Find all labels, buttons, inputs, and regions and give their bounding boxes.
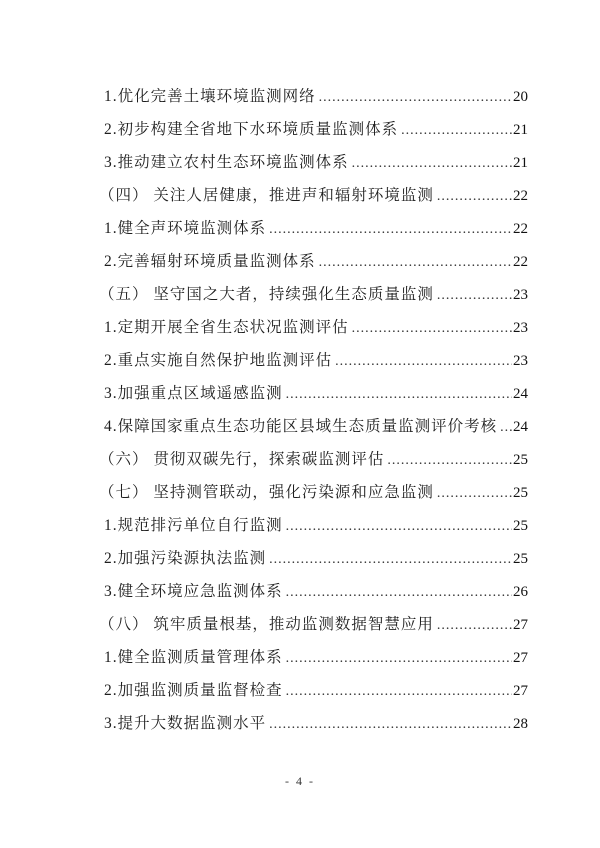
toc-dot-leader [437,278,512,312]
toc-dot-leader [319,245,512,279]
toc-dot-leader [269,707,512,741]
toc-entry [99,212,528,245]
toc-dot-leader [437,179,512,213]
toc-entry-page: 27 [513,650,528,666]
toc-entry-page: 23 [513,353,528,369]
toc-entry-label: 3.健全环境应急监测体系 [104,583,283,600]
toc-entry-page: 27 [513,617,528,633]
toc-entry [99,344,528,377]
table-of-contents [99,80,528,740]
toc-entry [99,542,528,575]
toc-dot-leader [500,410,512,444]
toc-entry-label: 2.加强监测质量监督检查 [104,682,283,699]
toc-entry [99,608,528,641]
toc-entry-label: 1.健全监测质量管理体系 [104,649,283,666]
toc-entry [99,377,528,410]
toc-entry-label: （五） 坚守国之大者，持续强化生态质量监测 [99,286,434,303]
toc-entry-page: 25 [513,551,528,567]
toc-dot-leader [286,509,512,543]
toc-dot-leader [335,344,512,378]
toc-entry-page: 22 [513,188,528,204]
toc-entry-page: 23 [513,287,528,303]
toc-entry-label: （六） 贯彻双碳先行，探索碳监测评估 [99,451,385,468]
toc-dot-leader [437,608,512,642]
toc-entry [99,641,528,674]
toc-entry [99,80,528,113]
toc-entry-page: 21 [513,122,528,138]
toc-entry-page: 25 [513,518,528,534]
toc-entry-label: 2.加强污染源执法监测 [104,550,267,567]
toc-entry-label: （八） 筑牢质量根基，推动监测数据智慧应用 [99,616,434,633]
toc-dot-leader [269,212,512,246]
toc-entry-label: 1.健全声环境监测体系 [104,220,267,237]
page-number-footer: - 4 - [285,774,315,788]
toc-entry [99,476,528,509]
toc-entry-label: 2.初步构建全省地下水环境质量监测体系 [104,121,399,138]
toc-entry [99,674,528,707]
toc-entry-page: 21 [513,155,528,171]
toc-entry-label: （七） 坚持测管联动，强化污染源和应急监测 [99,484,434,501]
toc-entry-label: 2.完善辐射环境质量监测体系 [104,253,316,270]
toc-entry [99,146,528,179]
toc-entry-page: 24 [513,419,528,435]
toc-entry [99,113,528,146]
toc-entry-page: 27 [513,683,528,699]
toc-entry-page: 23 [513,320,528,336]
toc-entry [99,311,528,344]
toc-dot-leader [286,674,512,708]
toc-entry-page: 22 [513,254,528,270]
toc-entry-label: 3.推动建立农村生态环境监测体系 [104,154,349,171]
toc-entry [99,575,528,608]
toc-entry [99,179,528,212]
toc-entry-page: 26 [513,584,528,600]
toc-entry-label: 1.优化完善土壤环境监测网络 [104,88,316,105]
toc-entry [99,410,528,443]
toc-entry-page: 28 [513,716,528,732]
toc-dot-leader [286,641,512,675]
toc-entry-label: 4.保障国家重点生态功能区县域生态质量监测评价考核 [104,418,498,435]
toc-entry [99,443,528,476]
toc-entry-label: 1.规范排污单位自行监测 [104,517,283,534]
toc-entry-label: 2.重点实施自然保护地监测评估 [104,352,333,369]
toc-entry [99,278,528,311]
toc-entry-page: 22 [513,221,528,237]
toc-dot-leader [286,575,512,609]
toc-entry [99,707,528,740]
toc-entry [99,509,528,542]
toc-entry-label: （四） 关注人居健康，推进声和辐射环境监测 [99,187,434,204]
toc-entry-page: 20 [513,89,528,105]
toc-dot-leader [401,113,512,147]
toc-entry [99,245,528,278]
toc-entry-label: 1.定期开展全省生态状况监测评估 [104,319,349,336]
toc-entry-page: 25 [513,485,528,501]
toc-dot-leader [319,80,512,114]
toc-dot-leader [269,542,512,576]
toc-entry-page: 24 [513,386,528,402]
toc-entry-label: 3.加强重点区域遥感监测 [104,385,283,402]
toc-entry-label: 3.提升大数据监测水平 [104,715,267,732]
toc-dot-leader [286,377,512,411]
toc-entry-page: 25 [513,452,528,468]
toc-dot-leader [437,476,512,510]
toc-dot-leader [387,443,512,477]
toc-dot-leader [352,311,512,345]
toc-dot-leader [352,146,512,180]
